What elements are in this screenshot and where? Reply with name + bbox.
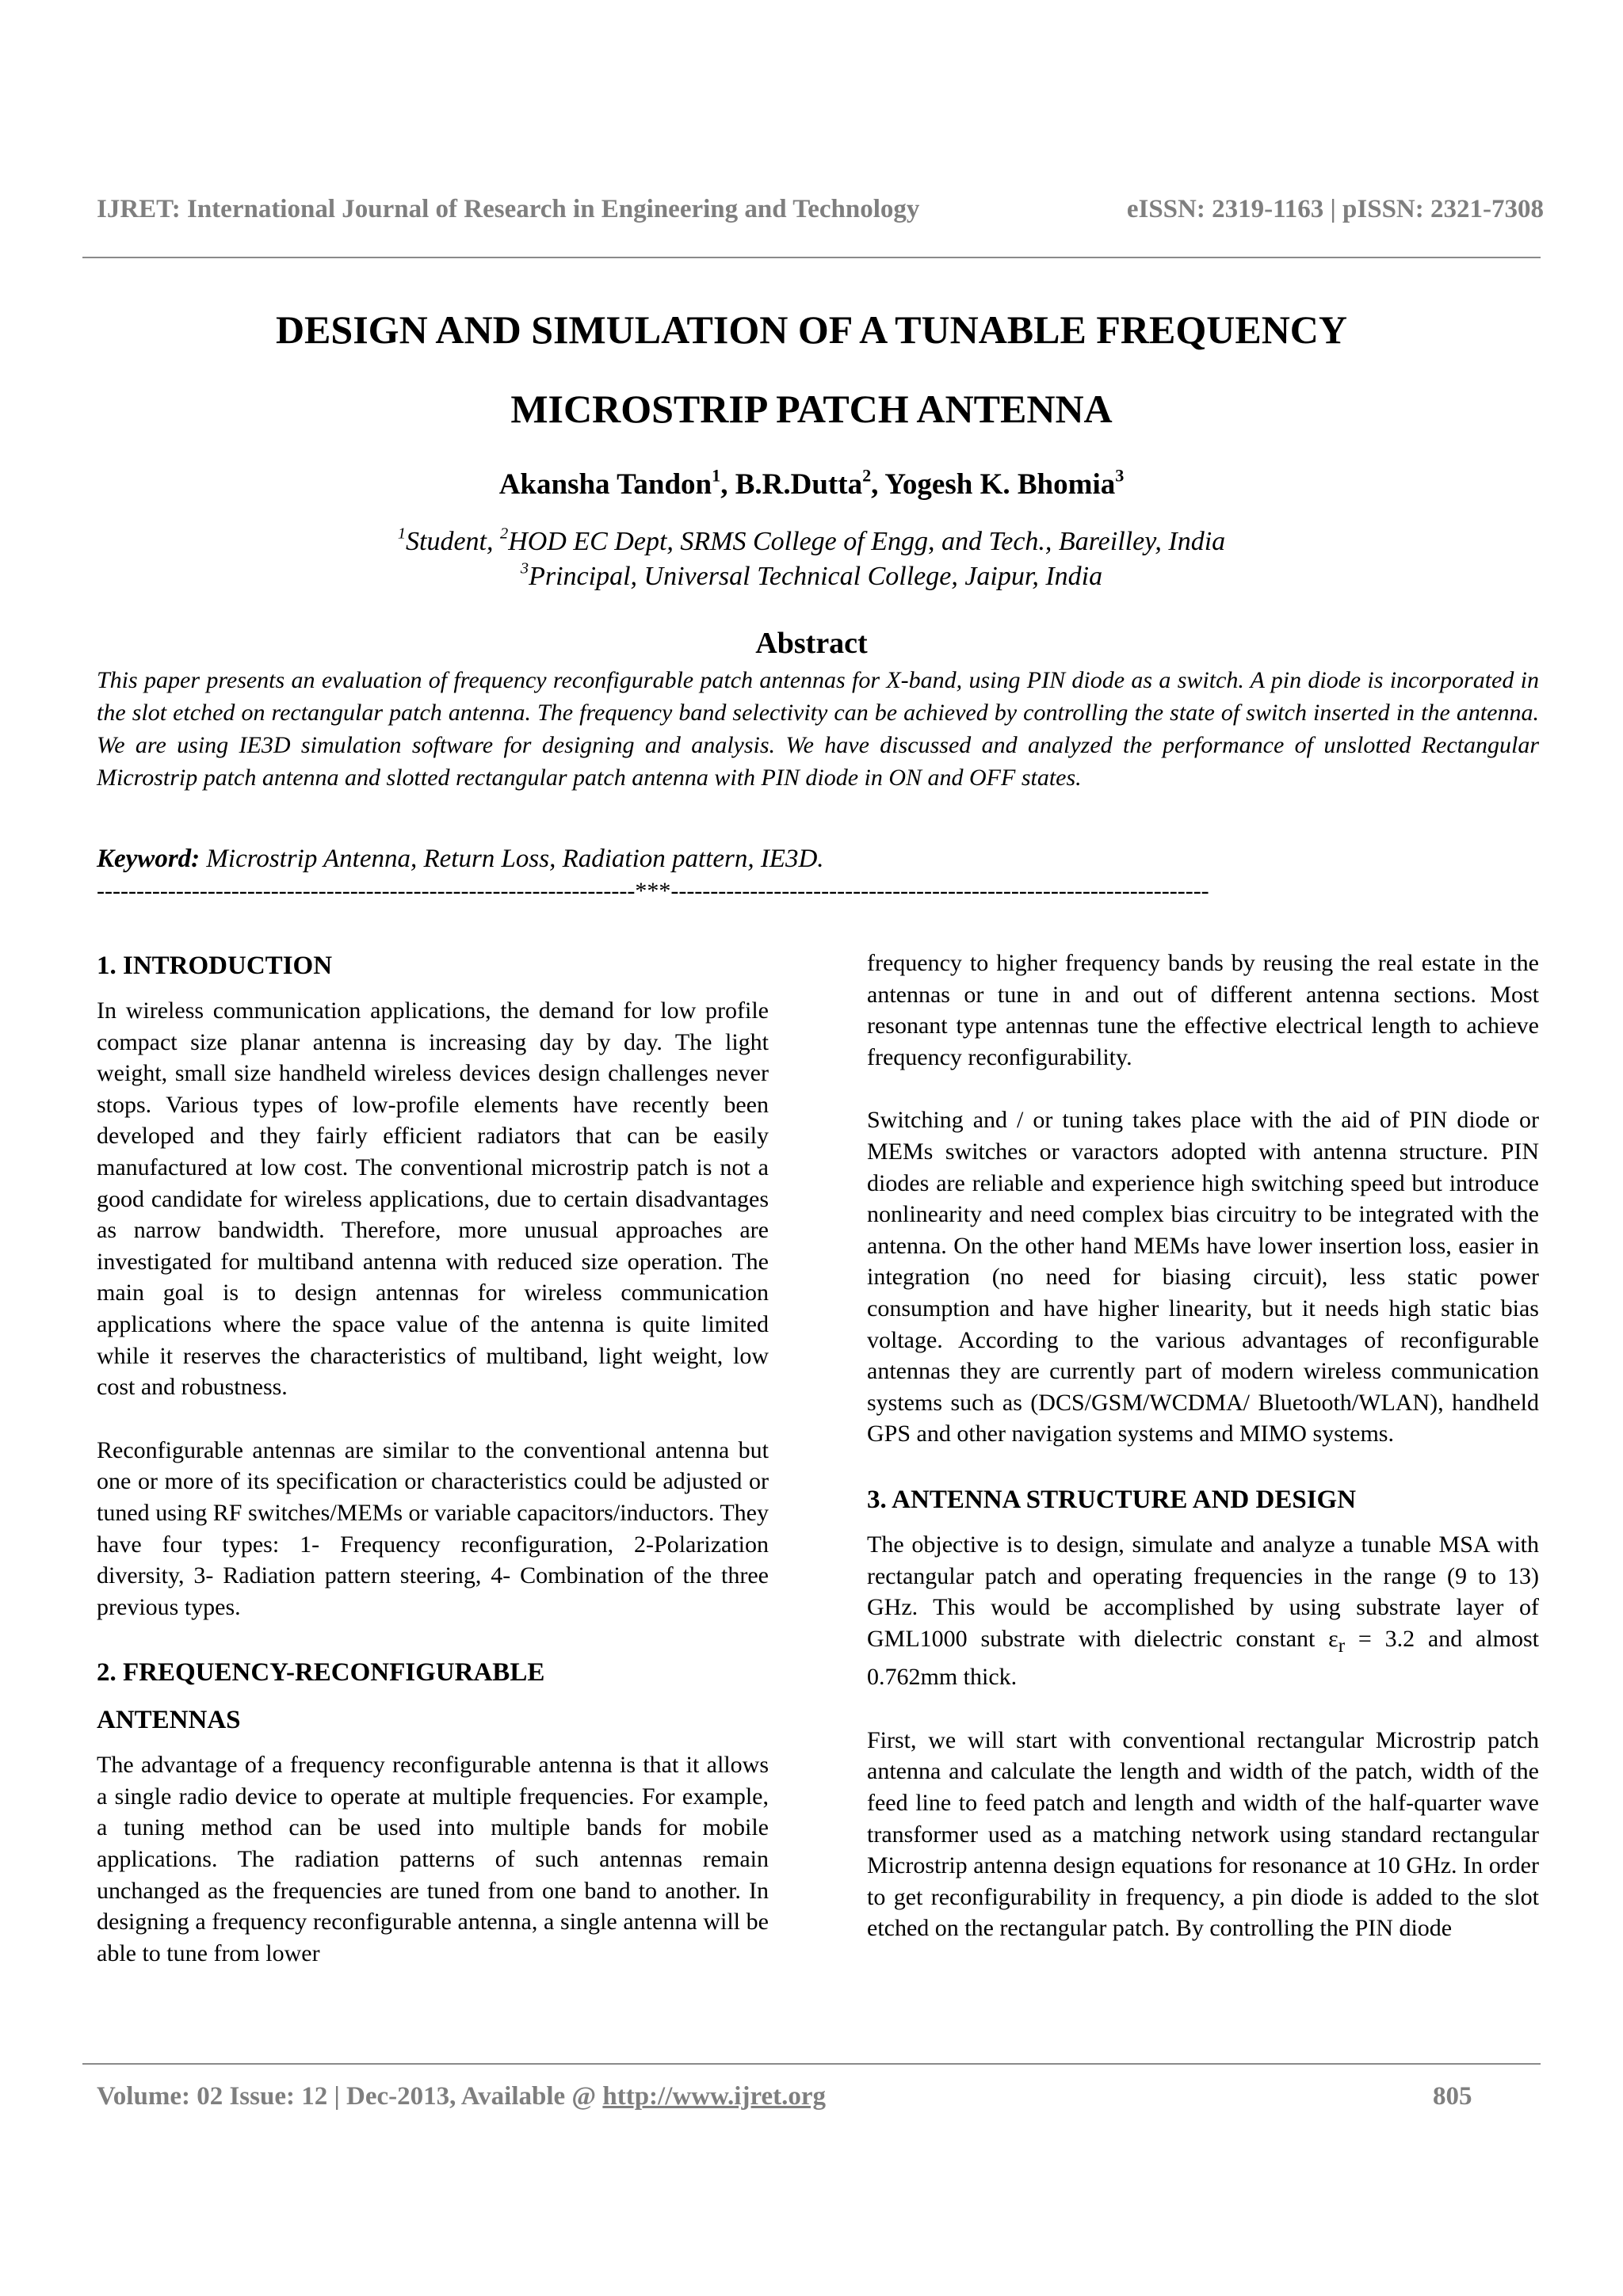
abstract-heading: Abstract xyxy=(755,627,868,660)
section-heading: 1. INTRODUCTION xyxy=(97,952,333,980)
keywords-text: Microstrip Antenna, Return Loss, Radiation pattern, IE3D. xyxy=(200,845,824,873)
footer-rule xyxy=(82,2063,1541,2065)
affiliation-line-2: $^3$Principal, Universal Technical College, Jaipur, India xyxy=(520,559,1103,591)
left-column xyxy=(97,948,769,2000)
paragraph: First, we will start with conventional rectangular Microstrip patch antenna and calculate the length and width of the patch, width of the feed line to feed patch and length and width of the half-quarter wave transformer used as a matching network using standard rectangular Microstrip antenna design equations for resonance at 10 GHz. In order to get reconfigurability in frequency, a pin diode is added to the slot etched on the rectangular patch. By controlling the PIN diode xyxy=(867,1726,1539,1942)
section-heading: 3. ANTENNA STRUCTURE AND DESIGN xyxy=(867,1485,1357,1514)
affiliation-line-1: $^1$Student, $^2$HOD EC Dept, SRMS College of Engg, and Tech., Bareilley, India xyxy=(397,524,1226,556)
section-heading: ANTENNAS xyxy=(97,1706,241,1735)
author-mark: 3 xyxy=(1115,465,1125,486)
author-mark: 1 xyxy=(712,465,721,486)
keywords-label: Keyword: xyxy=(97,845,200,873)
journal-link[interactable]: http://www.ijret.org xyxy=(602,2082,827,2111)
title-line-1: DESIGN AND SIMULATION OF A TUNABLE FREQUENCY xyxy=(275,307,1348,352)
author-mark: 2 xyxy=(862,465,872,486)
author-name: Akansha Tandon xyxy=(498,468,712,501)
author-list: Akansha Tandon$^1$, B.R.Dutta$^2$, Yogesh K. Bhomia$^3$ xyxy=(498,465,1125,501)
section-separator: --------------------------------------------------------------------***-------------------------------------------------------------------- xyxy=(97,878,1209,904)
paragraph: Switching and / or tuning takes place with the aid of PIN diode or MEMs switches or varactors adopted with antenna structure. PIN diodes are reliable and experience high switching speed but introduce nonlinearity and need complex bias circuitry to be integrated with the antenna. On the other hand MEMs have lower insertion loss, easier in integration (no need for biasing circuit), less static power consumption and have higher linearity, but it needs high static bias voltage. According to the various advantages of reconfigurable antennas they are currently part of modern wireless communication systems such as (DCS/GSM/WCDMA/ Bluetooth/WLAN), handheld GPS and other navigation systems and MIMO systems. xyxy=(867,1107,1539,1447)
abstract-text: This paper presents an evaluation of frequency reconfigurable patch antennas for X-band, using PIN diode as a switch. A pin diode is incorporated in the slot etched on rectangular patch antenna. The frequency band selectivity can be achieved by controlling the state of switch inserted in the antenna. We are using IE3D simulation software for designing and analysis. We have discussed and analyzed the performance of unslotted Rectangular Microstrip patch antenna and slotted rectangular patch antenna with PIN diode in ON and OFF states. xyxy=(97,667,1539,791)
paragraph: Reconfigurable antennas are similar to the conventional antenna but one or more of its specification or characteristics could be adjusted or tuned using RF switches/MEMs or variable capacitors/inductors. They have four types: 1- Frequency reconfiguration, 2-Polarization diversity, 3- Radiation pattern steering, 4- Combination of the three previous types. xyxy=(97,1436,769,1620)
author-name: Yogesh K. Bhomia xyxy=(884,468,1116,501)
title-line-2: MICROSTRIP PATCH ANTENNA xyxy=(510,387,1113,431)
issn-info: eISSN: 2319-1163 | pISSN: 2321-7308 xyxy=(1126,195,1544,223)
page-number: 805 xyxy=(1433,2082,1472,2111)
running-header xyxy=(97,195,1544,236)
author-name: B.R.Dutta xyxy=(735,468,863,501)
affiliations xyxy=(82,524,1541,594)
paragraph: frequency to higher frequency bands by reusing the real estate in the antennas or tune in and out of different antenna sections. Most resonant type antennas tune the effective electrical length to achieve frequency reconfigurability. xyxy=(867,950,1539,1070)
journal-name: IJRET: International Journal of Research in Engineering and Technology xyxy=(97,195,920,223)
epsilon-symbol: ε xyxy=(1328,1625,1338,1652)
paragraph: The advantage of a frequency reconfigurable antenna is that it allows a single radio device to operate at multiple frequencies. For example, a tuning method can be used into multiple bands for mobile applications. The radiation patterns of such antennas remain unchanged as the frequencies are tuned from one band to another. In designing a frequency reconfigurable antenna, a single antenna will be able to tune from lower xyxy=(97,1752,769,1966)
keywords xyxy=(97,845,1539,874)
section-heading: 2. FREQUENCY-RECONFIGURABLE xyxy=(97,1658,545,1688)
volume-info: Volume: 02 Issue: 12 | Dec-2013, Available @ http://www.ijret.org xyxy=(97,2082,827,2111)
right-column xyxy=(867,948,1539,1976)
paragraph: The objective is to design, simulate and analyze a tunable MSA with rectangular patch and operating frequencies in the range (9 to 13) GHz. This would be accomplished by using substrate layer of GML1000 substrate with dielectric constant $\varepsilon_r = 3.2$ and almost 0.762mm thick. xyxy=(867,1531,1539,1691)
paper-title xyxy=(82,290,1541,448)
header-rule xyxy=(82,257,1541,258)
paragraph: In wireless communication applications, the demand for low profile compact size planar antenna is increasing day by day. The light weight, small size handheld wireless devices design challenges never stops. Various types of low-profile elements have recently been developed and they fairly efficient radiators that can be easily manufactured at low cost. The conventional microstrip patch is not a good candidate for wireless applications, due to certain disadvantages as narrow bandwidth. Therefore, more unusual approaches are investigated for multiband antenna with reduced size operation. The main goal is to design antennas for wireless communication applications where the space value of the antenna is quite limited while it reserves the characteristics of multiband, light weight, low cost and robustness. xyxy=(97,997,769,1401)
